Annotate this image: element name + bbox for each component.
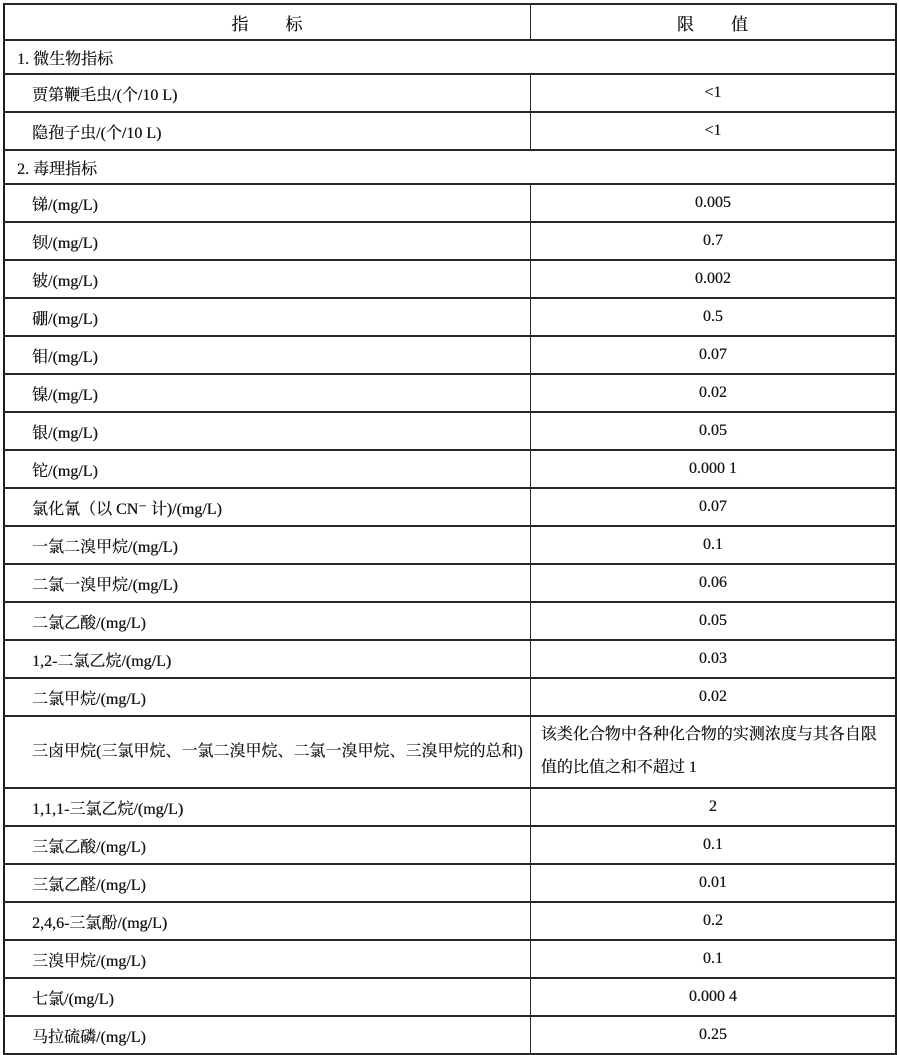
limit-cell: 0.000 4 [530, 978, 896, 1016]
table-row [4, 826, 896, 864]
indicator-cell: 1,2-二氯乙烷/(mg/L) [4, 640, 530, 678]
indicator-cell: 三氯乙酸/(mg/L) [4, 826, 530, 864]
limit-cell: 0.01 [530, 864, 896, 902]
indicator-cell: 隐孢子虫/(个/10 L) [4, 112, 530, 150]
table-row [4, 940, 896, 978]
indicator-cell: 2,4,6-三氯酚/(mg/L) [4, 902, 530, 940]
section-title: 2. 毒理指标 [4, 150, 896, 184]
table-row [4, 526, 896, 564]
indicator-cell: 三溴甲烷/(mg/L) [4, 940, 530, 978]
indicator-cell: 二氯甲烷/(mg/L) [4, 678, 530, 716]
indicator-cell: 钼/(mg/L) [4, 336, 530, 374]
limit-cell: 2 [530, 788, 896, 826]
section-row [4, 40, 896, 74]
table-row [4, 978, 896, 1016]
limit-cell: 0.7 [530, 222, 896, 260]
table-row [4, 564, 896, 602]
table-row [4, 678, 896, 716]
table-row [4, 864, 896, 902]
limit-cell: 0.05 [530, 602, 896, 640]
table-row [4, 1016, 896, 1054]
standards-table [3, 3, 897, 1055]
limit-cell: 0.5 [530, 298, 896, 336]
indicator-cell: 贾第鞭毛虫/(个/10 L) [4, 74, 530, 112]
limit-cell: 0.06 [530, 564, 896, 602]
table-row [4, 488, 896, 526]
table-header [4, 4, 896, 40]
limit-cell: 0.000 1 [530, 450, 896, 488]
indicator-cell: 三卤甲烷(三氯甲烷、一氯二溴甲烷、二氯一溴甲烷、三溴甲烷的总和) [4, 716, 530, 788]
table-row [4, 602, 896, 640]
indicator-cell: 一氯二溴甲烷/(mg/L) [4, 526, 530, 564]
table-row [4, 902, 896, 940]
header-limit: 限 值 [530, 4, 896, 40]
header-indicator: 指 标 [4, 4, 530, 40]
table-row [4, 412, 896, 450]
limit-cell: 0.02 [530, 678, 896, 716]
indicator-cell: 锑/(mg/L) [4, 184, 530, 222]
indicator-cell: 马拉硫磷/(mg/L) [4, 1016, 530, 1054]
limit-cell: 该类化合物中各种化合物的实测浓度与其各自限值的比值之和不超过 1 [530, 716, 896, 788]
limit-cell: 0.002 [530, 260, 896, 298]
table-row [4, 716, 896, 788]
indicator-cell: 二氯一溴甲烷/(mg/L) [4, 564, 530, 602]
limit-cell: 0.02 [530, 374, 896, 412]
table-row [4, 298, 896, 336]
limit-cell: 0.005 [530, 184, 896, 222]
table-row [4, 184, 896, 222]
indicator-cell: 二氯乙酸/(mg/L) [4, 602, 530, 640]
table-row [4, 74, 896, 112]
table-row [4, 374, 896, 412]
header-row [4, 4, 896, 40]
table-row [4, 640, 896, 678]
limit-cell: 0.1 [530, 526, 896, 564]
limit-cell: 0.07 [530, 488, 896, 526]
limit-cell: 0.2 [530, 902, 896, 940]
limit-cell: <1 [530, 112, 896, 150]
table-row [4, 260, 896, 298]
limit-cell: <1 [530, 74, 896, 112]
section-title: 1. 微生物指标 [4, 40, 896, 74]
indicator-cell: 铍/(mg/L) [4, 260, 530, 298]
indicator-cell: 铊/(mg/L) [4, 450, 530, 488]
limit-cell: 0.25 [530, 1016, 896, 1054]
limit-cell: 0.05 [530, 412, 896, 450]
indicator-cell: 1,1,1-三氯乙烷/(mg/L) [4, 788, 530, 826]
section-row [4, 150, 896, 184]
indicator-cell: 硼/(mg/L) [4, 298, 530, 336]
indicator-cell: 氯化氰（以 CN⁻ 计)/(mg/L) [4, 488, 530, 526]
limit-cell: 0.07 [530, 336, 896, 374]
table-row [4, 450, 896, 488]
table-row [4, 222, 896, 260]
indicator-cell: 钡/(mg/L) [4, 222, 530, 260]
indicator-cell: 三氯乙醛/(mg/L) [4, 864, 530, 902]
limit-cell: 0.1 [530, 940, 896, 978]
indicator-cell: 银/(mg/L) [4, 412, 530, 450]
table-row [4, 788, 896, 826]
table-body [4, 40, 896, 1054]
table-row [4, 112, 896, 150]
limit-cell: 0.1 [530, 826, 896, 864]
table-row [4, 336, 896, 374]
indicator-cell: 七氯/(mg/L) [4, 978, 530, 1016]
limit-cell: 0.03 [530, 640, 896, 678]
indicator-cell: 镍/(mg/L) [4, 374, 530, 412]
